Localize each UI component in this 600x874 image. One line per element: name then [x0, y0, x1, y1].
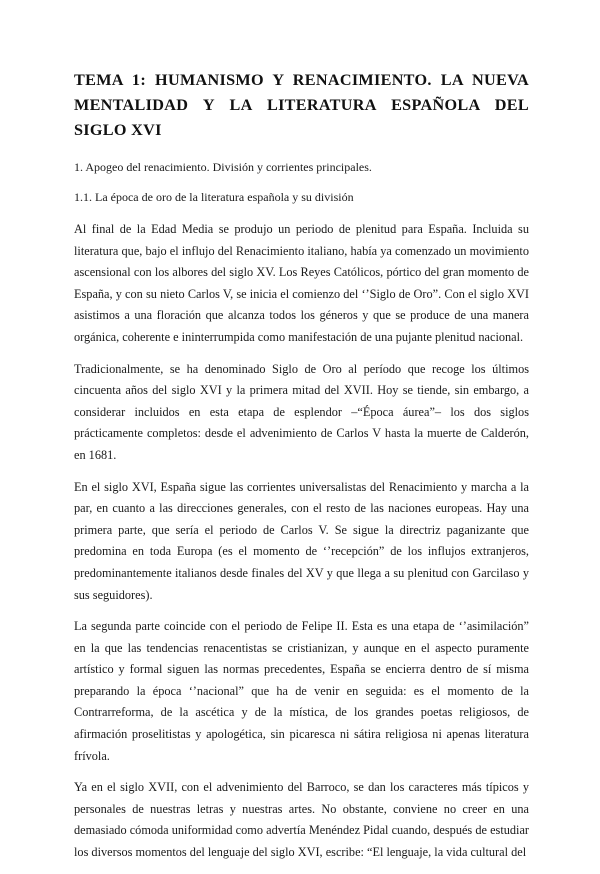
section-heading: 1. Apogeo del renacimiento. División y corrientes principales. [74, 160, 372, 174]
paragraph: La segunda parte coincide con el periodo de Felipe II. Esta es una etapa de ‘’asimilación” en la que las tendencias renacentistas se cristianizan, y aunque en el aspecto puramente artístico y formal siguen las normas precedentes, España se encierra dentro de sí misma preparando la época ‘’nacional” que ha de venir en seguida: es el momento de la Contrarreforma, de la ascética y de la mística, de los grandes poetas religiosos, de afirmación proselitistas y apologética, sin picaresca ni sátira religiosa ni apenas literatura frívola. [74, 619, 529, 763]
document-body [74, 68, 529, 874]
paragraph: Tradicionalmente, se ha denominado Siglo de Oro al período que recoge los últimos cincuenta años del siglo XVI y la primera mitad del XVII. Hoy se tiende, sin embargo, a considerar incluidos en esta etapa de esplendor –“Época áurea”– los dos siglos prácticamente completos: desde el advenimiento de Carlos V hasta la muerte de Calderón, en 1681. [74, 361, 529, 462]
paragraph: En el siglo XVI, España sigue las corrientes universalistas del Renacimiento y marcha a la par, en cuanto a las direcciones generales, con el resto de las naciones europeas. Hay una primera parte, que sería el periodo de Carlos V. Se sigue la directriz paganizante que predomina en toda Europa (es el momento de ‘’recepción” de los influjos extranjeros, predominantemente italianos desde finales del XV y que llega a su plenitud con Garcilaso y sus seguidores). [74, 479, 529, 602]
paragraph: Ya en el siglo XVII, con el advenimiento del Barroco, se dan los caracteres más típicos y personales de nuestras letras y nuestras artes. No obstante, conviene no creer en una demasiado cómoda uniformidad como advertía Menéndez Pidal cuando, después de estudiar los diversos momentos del lenguaje del siglo XVI, escribe: “El lenguaje, la vida cultural del [74, 780, 529, 860]
paragraph: Al final de la Edad Media se produjo un periodo de plenitud para España. Incluida su literatura que, bajo el influjo del Renacimiento italiano, había ya comenzado un movimiento ascensional con los albores del siglo XV. Los Reyes Católicos, pórtico del gran momento de España, y con su nieto Carlos V, se inicia el comienzo del ‘’Siglo de Oro”. Con el siglo XVI asistimos a una floración que alcanza todos los géneros y que se produce de una manera orgánica, coherente e ininterrumpida como manifestación de una pujante plenitud nacional. [74, 222, 529, 344]
document-title: TEMA 1: HUMANISMO Y RENACIMIENTO. LA NUEVA MENTALIDAD Y LA LITERATURA ESPAÑOLA DEL SIGLO XVI [74, 71, 529, 139]
subsection-heading: 1.1. La época de oro de la literatura española y su división [74, 190, 354, 204]
